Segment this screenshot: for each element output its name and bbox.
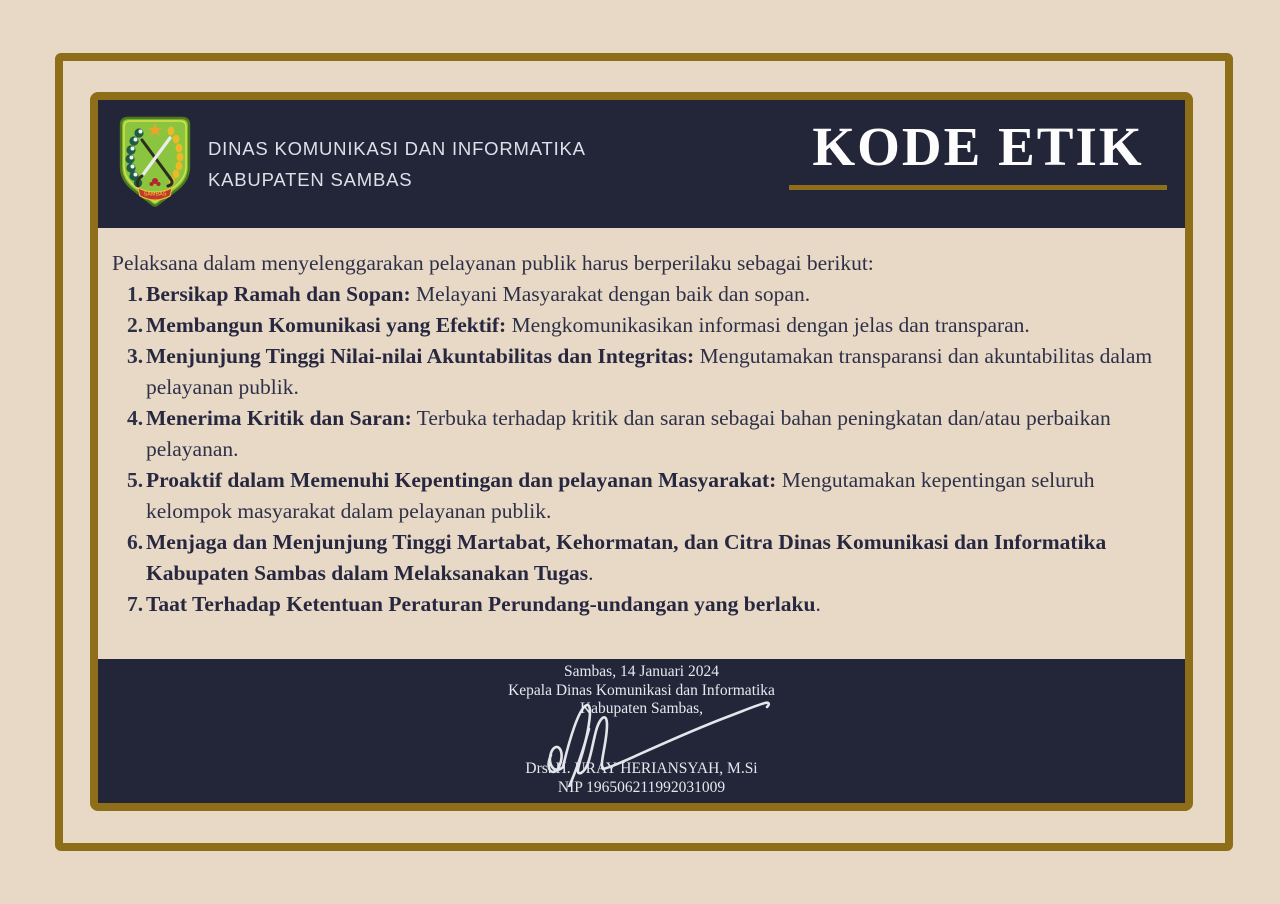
org-name-line1: DINAS KOMUNIKASI DAN INFORMATIKA [208, 138, 586, 159]
item-text: . [815, 592, 821, 616]
list-item [112, 403, 1171, 465]
signer-title-line1: Kepala Dinas Komunikasi dan Informatika [508, 681, 775, 699]
item-number: 4. [127, 406, 144, 430]
item-number: 1. [127, 282, 144, 306]
item-text: Mengutamakan kepentingan seluruh kelompok masyarakat dalam pelayanan publik. [146, 468, 1095, 523]
rules-body [98, 228, 1185, 659]
org-name [208, 133, 586, 195]
item-label: Proaktif dalam Memenuhi Kepentingan dan pelayanan Masyarakat: [146, 468, 777, 492]
item-number: 7. [127, 592, 144, 616]
code-of-ethics-panel [90, 92, 1193, 811]
signer-title-line2: Kabupaten Sambas, [579, 700, 704, 717]
intro-text: Pelaksana dalam menyelenggarakan pelayanan publik harus berperilaku sebagai berikut: [112, 251, 874, 275]
list-item [112, 310, 1171, 341]
item-label: Taat Terhadap Ketentuan Peraturan Perundang-undangan yang berlaku [146, 592, 816, 616]
signer-identity [98, 760, 1185, 797]
title-underline [789, 185, 1167, 190]
item-text: Melayani Masyarakat dengan baik dan sopan. [410, 282, 811, 306]
list-item [112, 589, 1171, 620]
item-number: 5. [127, 468, 144, 492]
item-number: 3. [127, 344, 144, 368]
list-item [112, 527, 1171, 589]
list-item [112, 279, 1171, 310]
item-label: Menerima Kritik dan Saran: [146, 406, 412, 430]
list-item [112, 465, 1171, 527]
item-label: Menjaga dan Menjunjung Tinggi Martabat, Kehormatan, dan Citra Dinas Komunikasi dan Informatika Kabupaten Sambas dalam Melaksanakan Tugas [146, 530, 1107, 585]
signer-nip: NIP 196506211992031009 [557, 778, 726, 796]
place-date: Sambas, 14 Januari 2024 [564, 663, 719, 680]
title-block [789, 110, 1167, 190]
item-number: 6. [127, 530, 144, 554]
signature-footer [98, 659, 1185, 803]
signer-name: Drs. H. URAY HERIANSYAH, M.Si [525, 760, 758, 777]
rules-list [112, 279, 1171, 620]
item-label: Menjunjung Tinggi Nilai-nilai Akuntabilitas dan Integritas: [146, 344, 695, 368]
panel-header [98, 100, 1185, 228]
list-item [112, 341, 1171, 403]
item-text: Mengkomunikasikan informasi dengan jelas dan transparan. [506, 313, 1030, 337]
item-label: Bersikap Ramah dan Sopan: [146, 282, 411, 306]
sambas-coat-of-arms-icon [118, 115, 192, 213]
item-text: Terbuka terhadap kritik dan saran sebagai bahan peningkatan dan/atau perbaikan pelayanan. [146, 406, 1111, 461]
logo-banner-text: SAMBAS [143, 191, 167, 198]
item-label: Membangun Komunikasi yang Efektif: [146, 313, 507, 337]
org-name-line2: KABUPATEN SAMBAS [208, 169, 413, 190]
item-text: . [588, 561, 594, 585]
page-title: KODE ETIK [812, 116, 1144, 177]
item-text: Mengutamakan transparansi dan akuntabilitas dalam pelayanan publik. [146, 344, 1153, 399]
item-number: 2. [127, 313, 144, 337]
